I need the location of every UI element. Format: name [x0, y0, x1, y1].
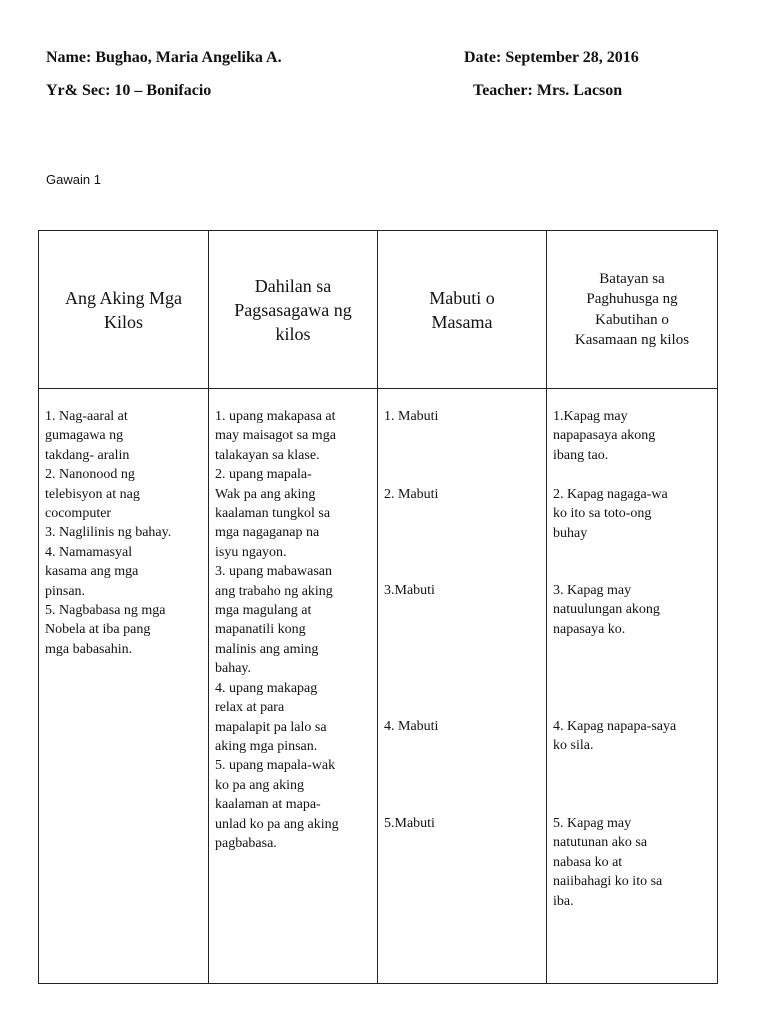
dahilan-text-line: relax at para: [215, 700, 285, 716]
batayan-entry-1: 1.Kapag may napapasaya akong ibang tao.: [553, 409, 656, 463]
dahilan-text-line: malinis ang aming: [215, 641, 319, 657]
kilos-cell: [39, 389, 209, 984]
header-kilos: Ang Aking Mga Kilos: [39, 231, 209, 389]
dahilan-text-line: 1. upang makapasa at: [215, 409, 336, 424]
dahilan-text-line: may maisagot sa mga: [215, 428, 336, 444]
header-dahilan: Dahilan sa Pagsasagawa ng kilos: [209, 231, 378, 389]
dahilan-text-line: aking mga pinsan.: [215, 738, 318, 754]
activity-table: [38, 230, 718, 984]
kilos-text-line: cocomputer: [45, 506, 112, 522]
mabuti-entry-5: 5.Mabuti: [384, 816, 435, 831]
kilos-text-line: mga babasahin.: [45, 641, 133, 657]
batayan-entry-5: 5. Kapag may natutunan ako sa nabasa ko at naiibahagi ko ito sa iba.: [553, 816, 663, 909]
kilos-text-line: telebisyon at nag: [45, 486, 140, 502]
dahilan-text-line: pagbabasa.: [215, 835, 277, 851]
dahilan-text-line: unlad ko pa ang aking: [215, 816, 339, 832]
mabuti-entry-1: 1. Mabuti: [384, 409, 439, 424]
dahilan-text-line: mapanatili kong: [215, 622, 306, 638]
batayan-entry-3: 3. Kapag may natuulungan akong napasaya ko.: [553, 583, 660, 637]
dahilan-text-line: ko pa ang aking: [215, 777, 305, 793]
kilos-text-line: 2. Nanonood ng: [45, 467, 135, 483]
dahilan-text-line: kaalaman tungkol sa: [215, 506, 331, 522]
dahilan-text-line: 4. upang makapag: [215, 680, 318, 696]
table-header-row: [39, 231, 718, 389]
dahilan-text-line: mga nagaganap na: [215, 525, 320, 541]
kilos-text-line: 4. Namamasyal: [45, 544, 133, 560]
kilos-text-line: pinsan.: [45, 583, 86, 599]
kilos-text-line: 5. Nagbabasa ng mga: [45, 603, 166, 619]
dahilan-cell: [209, 389, 378, 984]
header-mabuti-o-masama: Mabuti o Masama: [378, 231, 547, 389]
batayan-entry-2: 2. Kapag nagaga-wa ko ito sa toto-ong buhay: [553, 487, 668, 541]
dahilan-text-line: talakayan sa klase.: [215, 447, 320, 463]
student-name: Name: Bughao, Maria Angelika A.: [46, 49, 282, 66]
date: Date: September 28, 2016: [464, 49, 639, 66]
kilos-text-line: gumagawa ng: [45, 428, 124, 444]
dahilan-text-line: 5. upang mapala-wak: [215, 758, 336, 774]
teacher: Teacher: Mrs. Lacson: [473, 82, 623, 99]
mabuti-entry-3: 3.Mabuti: [384, 583, 435, 598]
kilos-text-line: Nobela at iba pang: [45, 622, 151, 638]
batayan-cell: [547, 389, 718, 984]
mabuti-cell: [378, 389, 547, 984]
dahilan-text-line: ang trabaho ng aking: [215, 583, 333, 599]
kilos-text-line: 3. Naglilinis ng bahay.: [45, 525, 172, 541]
mabuti-entry-2: 2. Mabuti: [384, 487, 439, 502]
kilos-text-line: kasama ang mga: [45, 564, 139, 580]
dahilan-text-line: mapalapit pa lalo sa: [215, 719, 327, 735]
batayan-entry-4: 4. Kapag napapa-saya ko sila.: [553, 719, 677, 754]
header-batayan: Batayan sa Paghuhusga ng Kabutihan o Kasamaan ng kilos: [547, 231, 718, 389]
dahilan-text-line: kaalaman at mapa-: [215, 797, 321, 813]
dahilan-text-line: bahay.: [215, 661, 252, 677]
dahilan-text-line: Wak pa ang aking: [215, 486, 316, 502]
dahilan-text-line: mga magulang at: [215, 603, 312, 619]
table-row: [39, 389, 718, 984]
dahilan-text-line: 3. upang mabawasan: [215, 564, 333, 580]
year-section: Yr& Sec: 10 – Bonifacio: [46, 82, 212, 99]
dahilan-text-line: isyu ngayon.: [215, 544, 287, 560]
dahilan-text-line: 2. upang mapala-: [215, 467, 312, 483]
activity-label: Gawain 1: [46, 172, 101, 187]
kilos-text-line: 1. Nag-aaral at: [45, 409, 128, 424]
kilos-text-line: takdang- aralin: [45, 447, 130, 463]
mabuti-entry-4: 4. Mabuti: [384, 719, 439, 734]
